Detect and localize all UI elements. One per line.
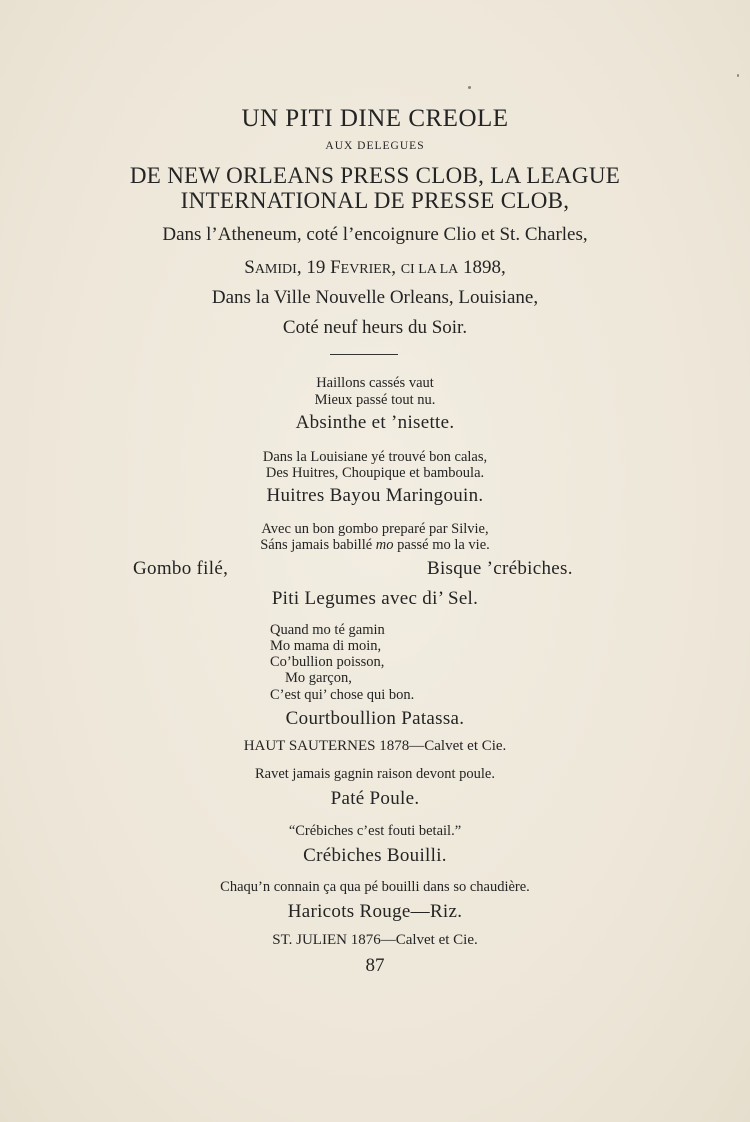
wine-st-julien: ST. JULIEN 1876—Calvet et Cie. (272, 932, 478, 948)
date-line (0, 258, 750, 277)
menu-title: UN PITI DINE CREOLE (241, 105, 509, 132)
verse-3-line-b (0, 538, 750, 553)
verse-3-post: passé mo la vie. (393, 537, 490, 553)
verse-3-line-a: Avec un bon gombo preparé par Silvie, (261, 521, 489, 537)
paper-speck (468, 86, 471, 89)
venue-line: Dans l’Atheneum, coté l’encoignure Clio et St. Charles, (162, 224, 588, 245)
wine-sauternes: HAUT SAUTERNES 1878—Calvet et Cie. (243, 738, 507, 754)
dish-absinthe: Absinthe et ’nisette. (295, 412, 455, 433)
dish-haricots: Haricots Rouge—Riz. (287, 901, 463, 922)
verse-3-pre: Sáns jamais babillé (260, 537, 376, 553)
dish-gombo: Gombo filé, (133, 558, 229, 579)
verse-4-line-5: C’est qui’ chose qui bon. (270, 687, 415, 703)
dish-courtboullion: Courtboullion Patassa. (285, 708, 465, 729)
verse-4-line-3: Co’bullion poisson, (270, 654, 385, 670)
divider-rule (330, 354, 398, 355)
verse-4-line-1: Quand mo té gamin (270, 622, 385, 638)
verse-2-line-a: Dans la Louisiane yé trouvé bon calas, (262, 449, 488, 465)
date-evrier: EVRIER (340, 262, 392, 277)
date-amidi: AMIDI (254, 262, 297, 277)
time-line: Coté neuf heurs du Soir. (282, 317, 468, 338)
paper-speck (737, 74, 739, 77)
dish-pate-poule: Paté Poule. (330, 788, 420, 809)
dish-legumes: Piti Legumes avec di’ Sel. (271, 588, 479, 609)
city-line: Dans la Ville Nouvelle Orleans, Louisiane, (211, 287, 539, 308)
verse-6: “Crébiches c’est fouti betail.” (288, 823, 462, 839)
menu-subtitle: AUX DELEGUES (325, 140, 425, 152)
dish-bisque: Bisque ’crébiches. (427, 558, 573, 579)
verse-1-line-a: Haillons cassés vaut (316, 375, 434, 391)
verse-3-emphasis: mo (375, 537, 394, 553)
verse-5: Ravet jamais gagnin raison devont poule. (254, 766, 495, 782)
dish-crebiches: Crébiches Bouilli. (303, 845, 447, 866)
page-number: 87 (365, 955, 385, 976)
verse-4-line-4: Mo garçon, (285, 670, 352, 686)
date-comma: , (391, 257, 401, 278)
header-line-1: DE NEW ORLEANS PRESS CLOB, LA LEAGUE (129, 163, 621, 188)
date-s: S (244, 257, 255, 278)
date-cila: CI LA LA (400, 262, 459, 277)
date-year: 1898, (458, 257, 506, 278)
dish-huitres: Huitres Bayou Maringouin. (266, 485, 484, 506)
verse-4-line-2: Mo mama di moin, (270, 638, 382, 654)
date-19: , 19 F (296, 257, 341, 278)
verse-1-line-b: Mieux passé tout nu. (314, 392, 436, 408)
header-line-2: INTERNATIONAL DE PRESSE CLOB, (180, 188, 570, 213)
verse-2-line-b: Des Huitres, Choupique et bamboula. (265, 465, 485, 481)
verse-7: Chaqu’n connain ça qua pé bouilli dans so chaudière. (220, 879, 530, 895)
